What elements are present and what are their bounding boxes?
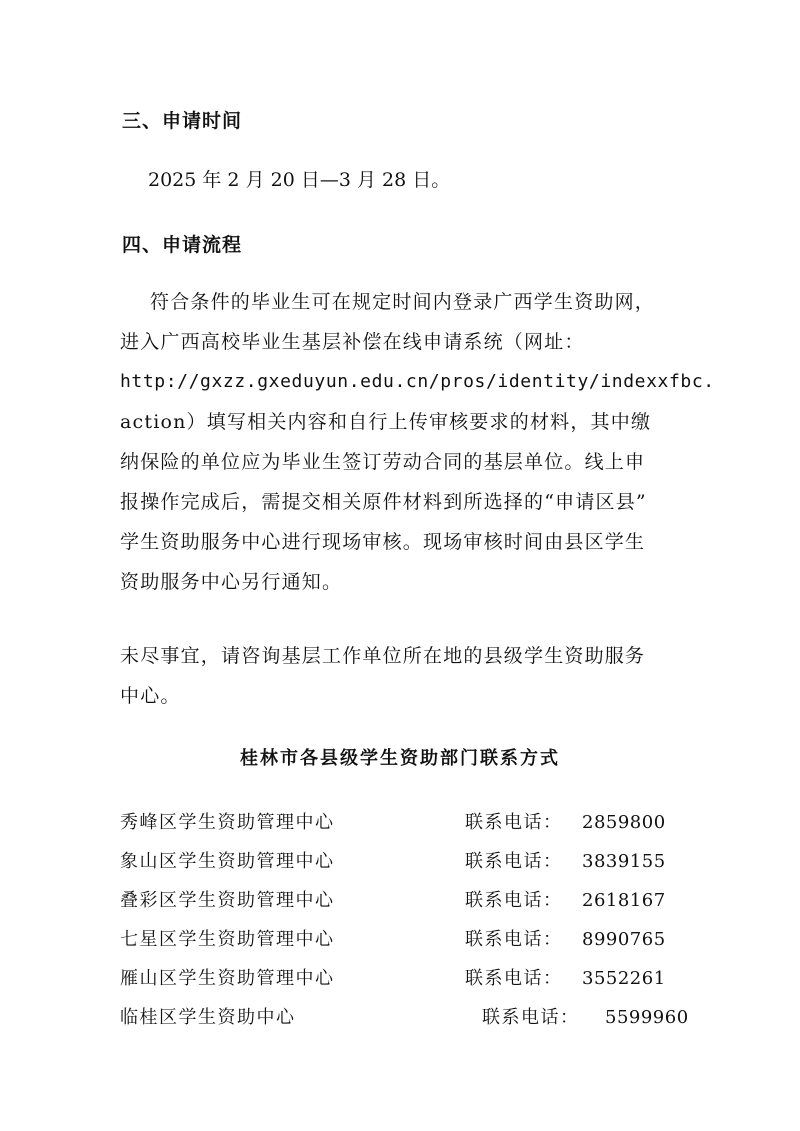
- paragraph-line: 报操作完成后，需提交相关原件材料到所选择的“申请区县”: [120, 491, 647, 513]
- contact-phone-label: 联系电话：: [465, 968, 563, 989]
- contact-org: 七星区学生资助管理中心: [120, 929, 335, 950]
- application-time-text: 2025 年 2 月 20 日—3 月 28 日。: [148, 169, 451, 191]
- contacts-title: 桂林市各县级学生资助部门联系方式: [240, 748, 560, 769]
- contact-phone-label: 联系电话：: [465, 929, 563, 950]
- paragraph-line: 纳保险的单位应为毕业生签订劳动合同的基层单位。线上申: [120, 451, 646, 473]
- process-paragraph: [120, 282, 715, 602]
- contact-phone: 3552261: [582, 968, 666, 989]
- paragraph-line: 资助服务中心另行通知。: [120, 571, 343, 593]
- paragraph-line: 学生资助服务中心进行现场审核。现场审核时间由县区学生: [120, 531, 646, 553]
- paragraph-line: 中心。: [120, 685, 181, 707]
- contact-phone-label: 联系电话：: [482, 1007, 580, 1028]
- section-heading-application-process: 四、申请流程: [122, 234, 243, 256]
- contact-phone: 8990765: [582, 929, 666, 950]
- section-heading-application-time: 三、申请时间: [122, 110, 243, 132]
- contact-phone: 2859800: [582, 812, 666, 833]
- paragraph-line: 进入广西高校毕业生基层补偿在线申请系统（网址：: [120, 331, 585, 353]
- system-url: http://gxzz.gxeduyun.edu.cn/pros/identity/indexxfbc.: [120, 371, 715, 392]
- contact-phone: 3839155: [582, 851, 666, 872]
- contact-phone-label: 联系电话：: [465, 851, 563, 872]
- contact-org: 叠彩区学生资助管理中心: [120, 890, 335, 911]
- contact-org: 秀峰区学生资助管理中心: [120, 812, 335, 833]
- note-paragraph: [120, 636, 690, 716]
- contact-org: 临桂区学生资助中心: [120, 1007, 296, 1028]
- contact-phone: 2618167: [582, 890, 666, 911]
- contact-org: 象山区学生资助管理中心: [120, 851, 335, 872]
- contact-phone-label: 联系电话：: [465, 812, 563, 833]
- paragraph-line: 未尽事宜，请咨询基层工作单位所在地的县级学生资助服务: [120, 645, 646, 667]
- contact-phone: 5599960: [605, 1007, 689, 1028]
- paragraph-line: action）填写相关内容和自行上传审核要求的材料，其中缴: [120, 411, 652, 433]
- contact-phone-label: 联系电话：: [465, 890, 563, 911]
- paragraph-line: 符合条件的毕业生可在规定时间内登录广西学生资助网，: [150, 291, 656, 313]
- contact-org: 雁山区学生资助管理中心: [120, 968, 335, 989]
